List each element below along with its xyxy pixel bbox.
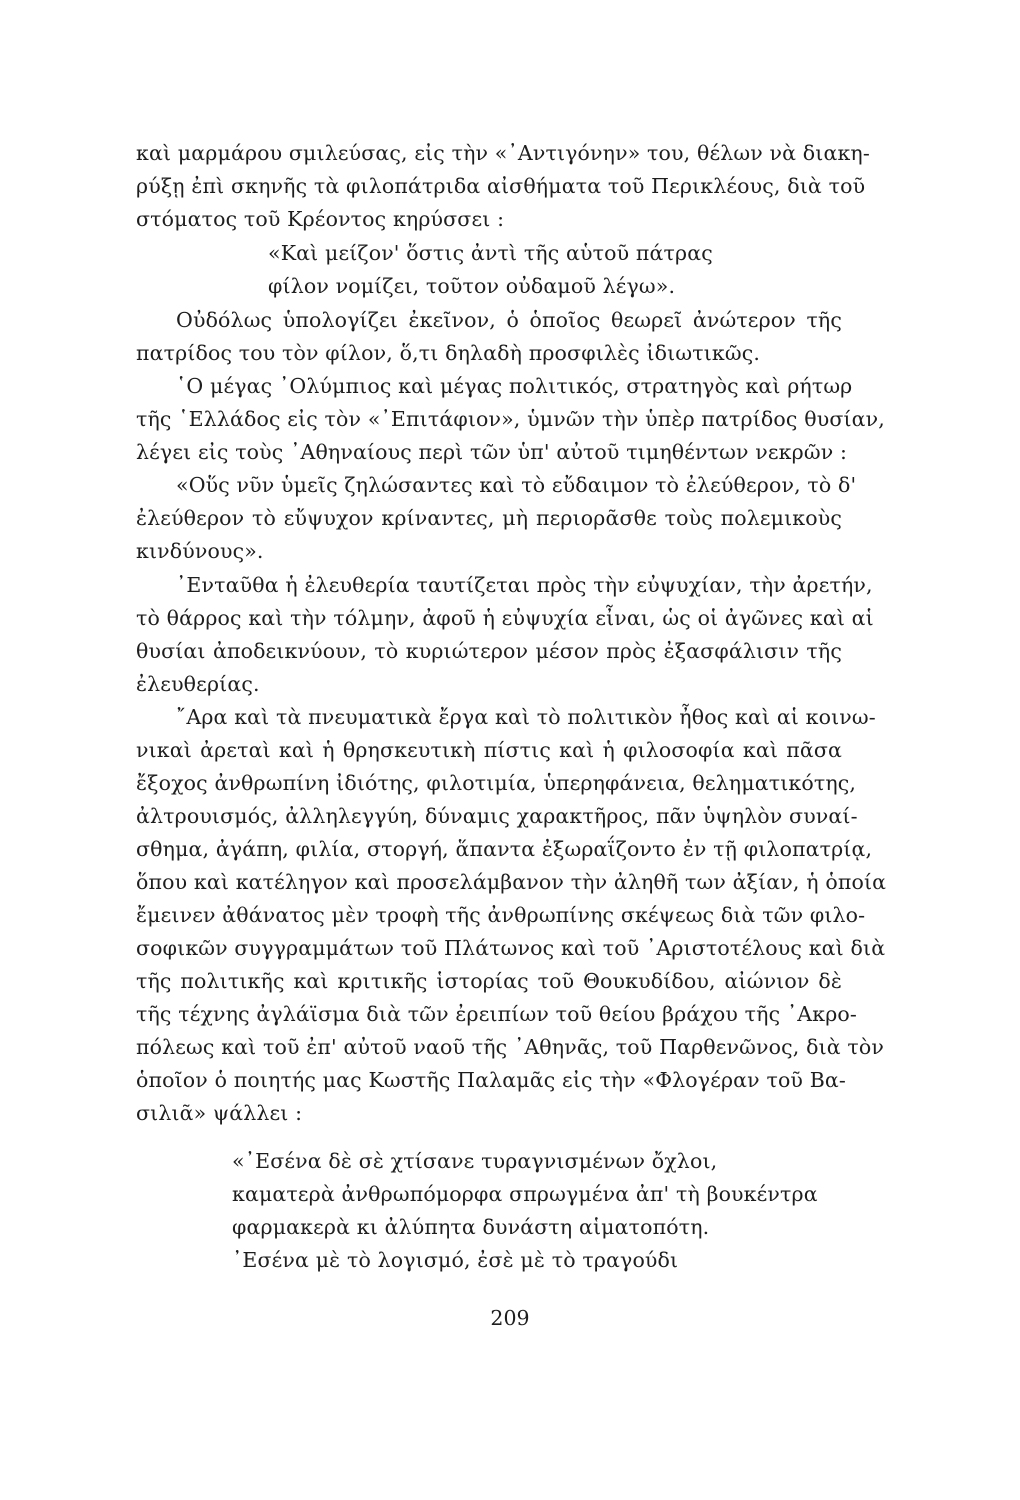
verse-line: φίλον νομίζει, τοῦτον οὐδαμοῦ λέγω». <box>268 274 676 298</box>
text-line: ᾿Ενταῦθα ἡ ἐλευθερία ταυτίζεται πρὸς τὴν εὐψυχίαν, τὴν ἀρετήν, <box>176 573 873 597</box>
poem-line: «᾿Εσένα δὲ σὲ χτίσανε τυραγνισμένων ὄχλοι, <box>232 1149 718 1173</box>
text-line: Οὐδόλως ὑπολογίζει ἐκεῖνον, ὁ ὁποῖος θεωρεῖ ἀνώτερον τῆς <box>176 308 842 332</box>
text-line: ῎Αρα καὶ τὰ πνευματικὰ ἔργα καὶ τὸ πολιτικὸν ἦθος καὶ αἱ κοινω- <box>176 705 876 729</box>
poem-line: φαρμακερὰ κι ἀλύπητα δυνάστη αἱματοπότη. <box>232 1215 710 1239</box>
text-line: θυσίαι ἀποδεικνύουν, τὸ κυριώτερον μέσον πρὸς ἐξασφάλισιν τῆς <box>136 639 842 663</box>
text-line: τὸ θάρρος καὶ τὴν τόλμην, ἀφοῦ ἡ εὐψυχία εἶναι, ὡς οἱ ἀγῶνες καὶ αἱ <box>136 606 874 630</box>
quote-line: ἐλεύθερον τὸ εὔψυχον κρίναντες, μὴ περιορᾶσθε τοὺς πολεμικοὺς <box>136 506 842 530</box>
text-line: καὶ μαρμάρου σμιλεύσας, εἰς τὴν «᾿Αντιγόνην» του, θέλων νὰ διακη- <box>136 141 870 165</box>
quote-line: «Οὕς νῦν ὑμεῖς ζηλώσαντες καὶ τὸ εὔδαιμον τὸ ἐλεύθερον, τὸ δ' <box>176 473 857 497</box>
text-line: νικαὶ ἀρεταὶ καὶ ἡ θρησκευτικὴ πίστις καὶ ἡ φιλοσοφία καὶ πᾶσα <box>136 738 842 762</box>
text-line: ὁποῖον ὁ ποιητής μας Κωστῆς Παλαμᾶς εἰς τὴν «Φλογέραν τοῦ Βα- <box>136 1068 846 1092</box>
poem-line: ᾿Εσένα μὲ τὸ λογισμό, ἐσὲ μὲ τὸ τραγούδι <box>232 1248 679 1272</box>
text-line: πατρίδος του τὸν φίλον, ὅ,τι δηλαδὴ προσφιλὲς ἰδιωτικῶς. <box>136 341 761 365</box>
text-line: ἔξοχος ἀνθρωπίνη ἰδιότης, φιλοτιμία, ὑπερηφάνεια, θεληματικότης, <box>136 771 857 795</box>
text-line: στόματος τοῦ Κρέοντος κηρύσσει : <box>136 207 505 231</box>
text-line: ρύξῃ ἐπὶ σκηνῆς τὰ φιλοπάτριδα αἰσθήματα τοῦ Περικλέους, διὰ τοῦ <box>136 174 866 198</box>
text-line: σοφικῶν συγγραμμάτων τοῦ Πλάτωνος καὶ τοῦ ᾿Αριστοτέλους καὶ διὰ <box>136 936 886 960</box>
text-line: τῆς τέχνης ἀγλάϊσμα διὰ τῶν ἐρειπίων τοῦ θείου βράχου τῆς ᾿Ακρο- <box>136 1002 857 1026</box>
text-line: πόλεως καὶ τοῦ ἐπ' αὐτοῦ ναοῦ τῆς ᾿Αθηνᾶς, τοῦ Παρθενῶνος, διὰ τὸν <box>136 1035 885 1059</box>
text-line: ῾Ο μέγας ᾿Ολύμπιος καὶ μέγας πολιτικός, στρατηγὸς καὶ ρήτωρ <box>176 374 853 398</box>
quote-line: κινδύνους». <box>136 539 264 563</box>
verse-line: «Καὶ μείζον' ὅστις ἀντὶ τῆς αὑτοῦ πάτρας <box>268 241 713 265</box>
text-line: σιλιᾶ» ψάλλει : <box>136 1101 303 1125</box>
text-line: λέγει εἰς τοὺς ᾿Αθηναίους περὶ τῶν ὑπ' αὐτοῦ τιμηθέντων νεκρῶν : <box>136 440 848 464</box>
text-line: ὅπου καὶ κατέληγον καὶ προσελάμβανον τὴν ἀληθῆ των ἀξίαν, ἡ ὁποία <box>136 870 887 894</box>
text-line: σθημα, ἀγάπη, φιλία, στοργή, ἅπαντα ἐξωραΐζοντο ἐν τῇ φιλοπατρίᾳ, <box>136 837 873 861</box>
text-line: ἀλτρουισμός, ἀλληλεγγύη, δύναμις χαρακτῆρος, πᾶν ὑψηλὸν συναί- <box>136 804 858 828</box>
text-line: ἐλευθερίας. <box>136 672 260 696</box>
text-line: τῆς πολιτικῆς καὶ κριτικῆς ἱστορίας τοῦ Θουκυδίδου, αἰώνιον δὲ <box>136 969 842 993</box>
page-number: 209 <box>490 1306 530 1330</box>
text-line: ἔμεινεν ἀθάνατος μὲν τροφὴ τῆς ἀνθρωπίνης σκέψεως διὰ τῶν φιλο- <box>136 903 866 927</box>
poem-line: καματερὰ ἀνθρωπόμορφα σπρωγμένα ἀπ' τὴ βουκέντρα <box>232 1182 818 1206</box>
text-line: τῆς ῾Ελλάδος εἰς τὸν «᾿Επιτάφιον», ὑμνῶν τὴν ὑπὲρ πατρίδος θυσίαν, <box>136 407 885 431</box>
